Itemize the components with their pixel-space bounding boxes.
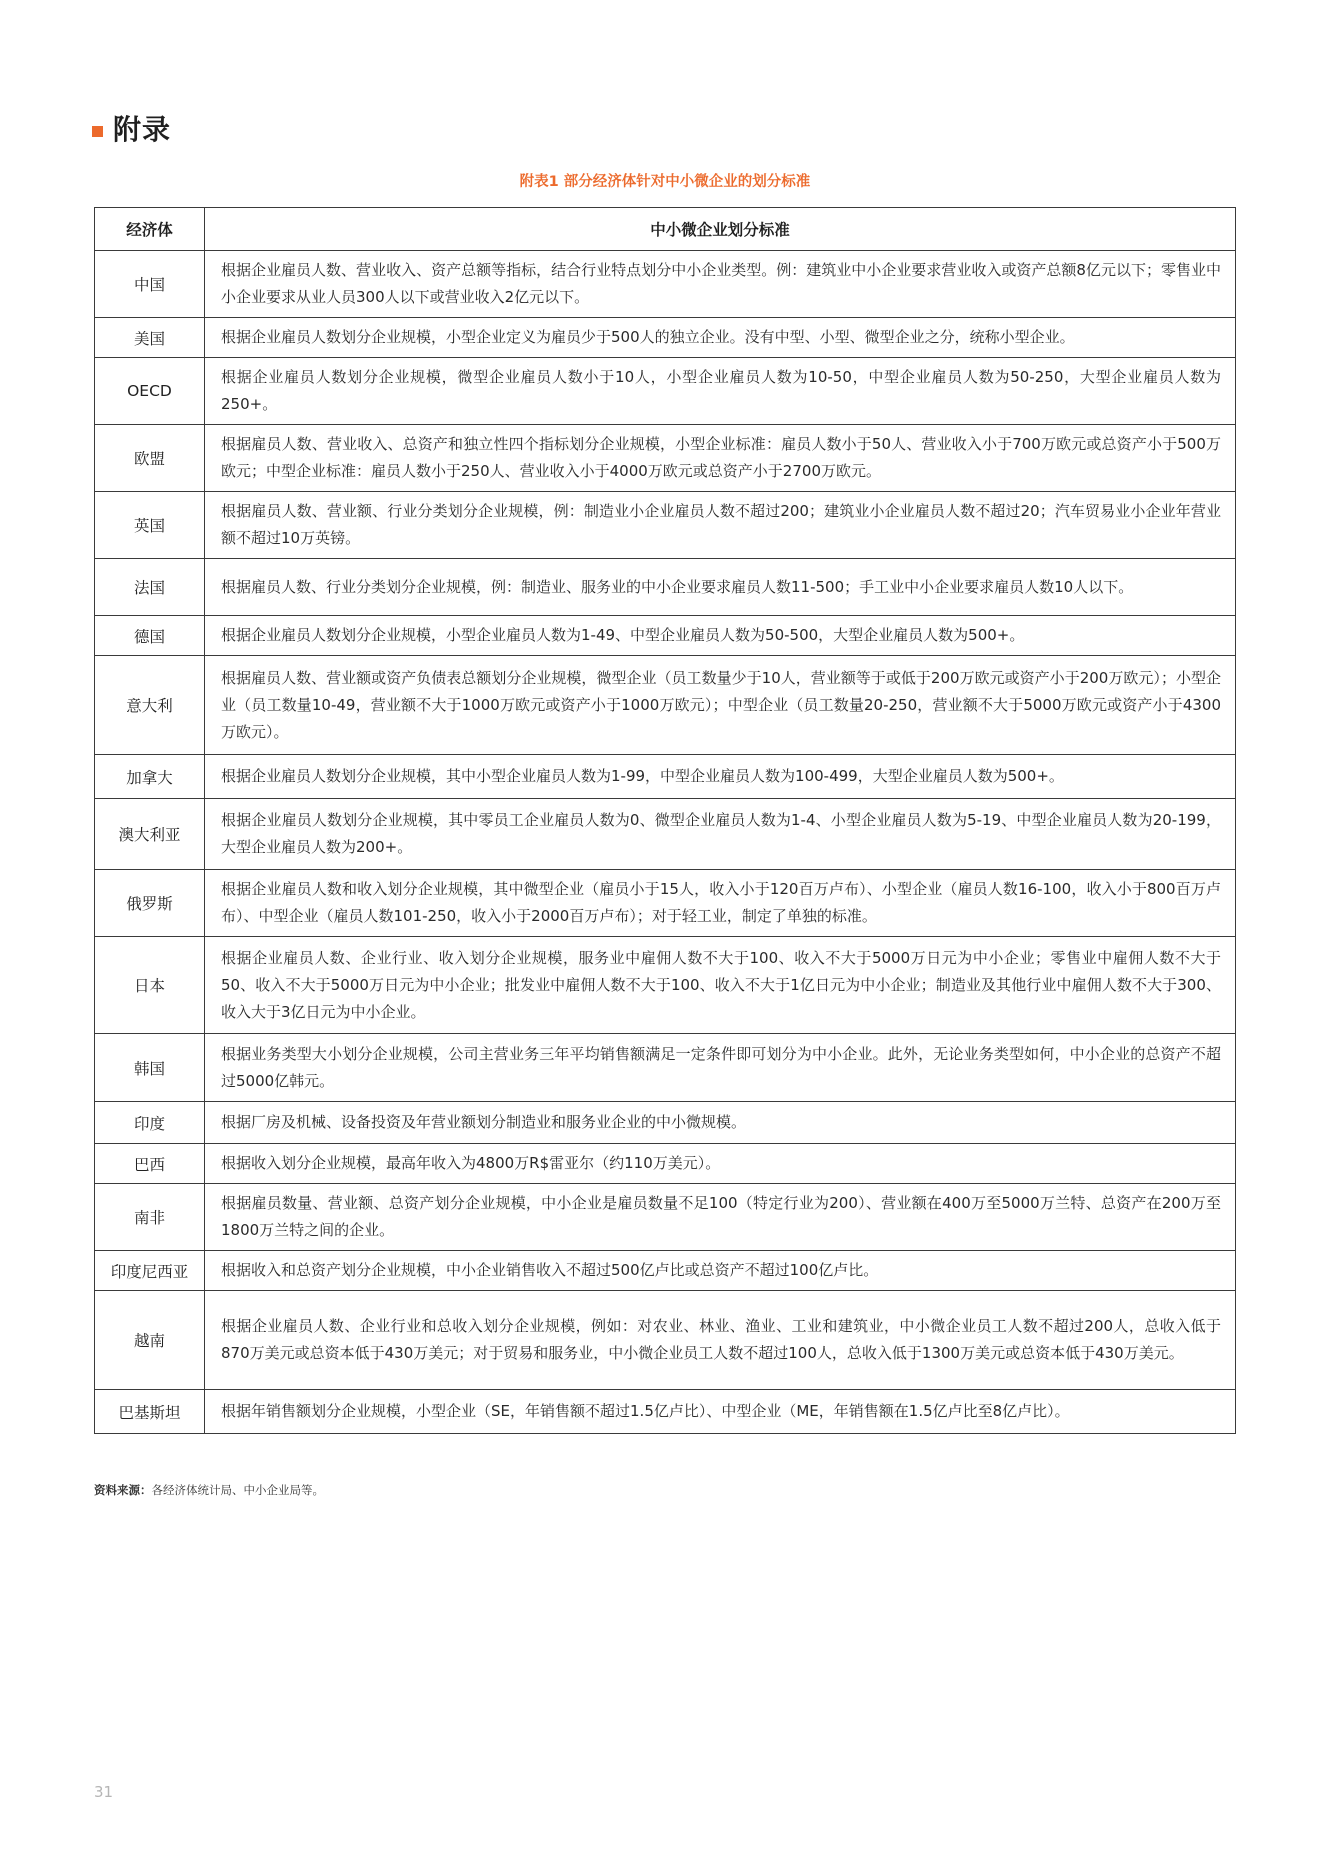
economy-cell: 巴西 bbox=[95, 1144, 205, 1184]
economy-cell: 印度尼西亚 bbox=[95, 1251, 205, 1291]
table-row bbox=[95, 251, 1236, 318]
section-marker-square bbox=[92, 126, 103, 137]
standard-cell: 根据雇员人数、行业分类划分企业规模，例：制造业、服务业的中小企业要求雇员人数11-500；手工业中小企业要求雇员人数10人以下。 bbox=[205, 559, 1236, 616]
standard-cell: 根据雇员人数、营业额或资产负债表总额划分企业规模，微型企业（员工数量少于10人，营业额等于或低于200万欧元或资产小于200万欧元）；小型企业（员工数量10-49，营业额不大于1000万欧元或资产小于1000万欧元）；中型企业（员工数量20-250，营业额不大于5000万欧元或资产小于4300万欧元）。 bbox=[205, 656, 1236, 755]
economy-cell: 俄罗斯 bbox=[95, 870, 205, 937]
standard-cell: 根据业务类型大小划分企业规模，公司主营业务三年平均销售额满足一定条件即可划分为中小企业。此外，无论业务类型如何，中小企业的总资产不超过5000亿韩元。 bbox=[205, 1034, 1236, 1102]
table-row bbox=[95, 1102, 1236, 1144]
source-note bbox=[94, 1482, 324, 1498]
table-caption: 附表1 部分经济体针对中小微企业的划分标准 bbox=[519, 174, 811, 190]
economy-cell: 意大利 bbox=[95, 656, 205, 755]
standard-cell: 根据厂房及机械、设备投资及年营业额划分制造业和服务业企业的中小微规模。 bbox=[205, 1102, 1236, 1144]
standard-cell: 根据企业雇员人数划分企业规模，小型企业定义为雇员少于500人的独立企业。没有中型、小型、微型企业之分，统称小型企业。 bbox=[205, 318, 1236, 358]
table-row bbox=[95, 755, 1236, 799]
table-row bbox=[95, 937, 1236, 1034]
table-row bbox=[95, 1251, 1236, 1291]
section-title: 附录 bbox=[113, 113, 172, 146]
table-row bbox=[95, 870, 1236, 937]
economy-cell: 法国 bbox=[95, 559, 205, 616]
standard-cell: 根据收入划分企业规模，最高年收入为4800万R$雷亚尔（约110万美元）。 bbox=[205, 1144, 1236, 1184]
standard-cell: 根据企业雇员人数划分企业规模，微型企业雇员人数小于10人，小型企业雇员人数为10-50，中型企业雇员人数为50-250，大型企业雇员人数为250+。 bbox=[205, 358, 1236, 425]
standard-cell: 根据年销售额划分企业规模，小型企业（SE，年销售额不超过1.5亿卢比）、中型企业（ME，年销售额在1.5亿卢比至8亿卢比）。 bbox=[205, 1390, 1236, 1434]
standard-cell: 根据企业雇员人数、营业收入、资产总额等指标，结合行业特点划分中小企业类型。例：建筑业中小企业要求营业收入或资产总额8亿元以下；零售业中小企业要求从业人员300人以下或营业收入2亿元以下。 bbox=[205, 251, 1236, 318]
economy-cell: 德国 bbox=[95, 616, 205, 656]
economy-cell: 英国 bbox=[95, 492, 205, 559]
column-header-standard: 中小微企业划分标准 bbox=[205, 208, 1236, 251]
sme-standards-table bbox=[94, 207, 1236, 1434]
table-row bbox=[95, 492, 1236, 559]
standard-cell: 根据企业雇员人数划分企业规模，小型企业雇员人数为1-49、中型企业雇员人数为50-500，大型企业雇员人数为500+。 bbox=[205, 616, 1236, 656]
table-row bbox=[95, 656, 1236, 755]
standard-cell: 根据企业雇员人数划分企业规模，其中零员工企业雇员人数为0、微型企业雇员人数为1-4、小型企业雇员人数为5-19、中型企业雇员人数为20-199，大型企业雇员人数为200+。 bbox=[205, 799, 1236, 870]
standard-cell: 根据企业雇员人数、企业行业、收入划分企业规模，服务业中雇佣人数不大于100、收入不大于5000万日元为中小企业；零售业中雇佣人数不大于50、收入不大于5000万日元为中小企业；批发业中雇佣人数不大于100、收入不大于1亿日元为中小企业；制造业及其他行业中雇佣人数不大于300、收入大于3亿日元为中小企业。 bbox=[205, 937, 1236, 1034]
economy-cell: 韩国 bbox=[95, 1034, 205, 1102]
column-header-economy: 经济体 bbox=[95, 208, 205, 251]
standard-cell: 根据企业雇员人数、企业行业和总收入划分企业规模，例如：对农业、林业、渔业、工业和建筑业，中小微企业员工人数不超过200人，总收入低于870万美元或总资本低于430万美元；对于贸易和服务业，中小微企业员工人数不超过100人，总收入低于1300万美元或总资本低于430万美元。 bbox=[205, 1291, 1236, 1390]
standard-cell: 根据雇员数量、营业额、总资产划分企业规模，中小企业是雇员数量不足100（特定行业为200）、营业额在400万至5000万兰特、总资产在200万至1800万兰特之间的企业。 bbox=[205, 1184, 1236, 1251]
standard-cell: 根据收入和总资产划分企业规模，中小企业销售收入不超过500亿卢比或总资产不超过100亿卢比。 bbox=[205, 1251, 1236, 1291]
standard-cell: 根据雇员人数、营业额、行业分类划分企业规模，例：制造业小企业雇员人数不超过200；建筑业小企业雇员人数不超过20；汽车贸易业小企业年营业额不超过10万英镑。 bbox=[205, 492, 1236, 559]
table-row bbox=[95, 358, 1236, 425]
economy-cell: 中国 bbox=[95, 251, 205, 318]
table-row bbox=[95, 1390, 1236, 1434]
page-number: 31 bbox=[94, 1783, 114, 1801]
standard-cell: 根据企业雇员人数和收入划分企业规模，其中微型企业（雇员小于15人，收入小于120百万卢布）、小型企业（雇员人数16-100，收入小于800百万卢布）、中型企业（雇员人数101-250，收入小于2000百万卢布）；对于轻工业，制定了单独的标准。 bbox=[205, 870, 1236, 937]
source-label: 资料来源： bbox=[94, 1483, 152, 1497]
source-text: 各经济体统计局、中小企业局等。 bbox=[151, 1483, 324, 1497]
standard-cell: 根据企业雇员人数划分企业规模，其中小型企业雇员人数为1-99，中型企业雇员人数为100-499，大型企业雇员人数为500+。 bbox=[205, 755, 1236, 799]
table-row bbox=[95, 799, 1236, 870]
economy-cell: 越南 bbox=[95, 1291, 205, 1390]
table-row bbox=[95, 1144, 1236, 1184]
table-row bbox=[95, 425, 1236, 492]
table-header-row bbox=[95, 208, 1236, 251]
economy-cell: 美国 bbox=[95, 318, 205, 358]
economy-cell: 加拿大 bbox=[95, 755, 205, 799]
table-row bbox=[95, 559, 1236, 616]
table-row bbox=[95, 318, 1236, 358]
economy-cell: OECD bbox=[95, 358, 205, 425]
section-heading bbox=[92, 108, 171, 148]
economy-cell: 澳大利亚 bbox=[95, 799, 205, 870]
economy-cell: 欧盟 bbox=[95, 425, 205, 492]
table-row bbox=[95, 1034, 1236, 1102]
table-row bbox=[95, 1184, 1236, 1251]
economy-cell: 印度 bbox=[95, 1102, 205, 1144]
economy-cell: 南非 bbox=[95, 1184, 205, 1251]
standard-cell: 根据雇员人数、营业收入、总资产和独立性四个指标划分企业规模，小型企业标准：雇员人数小于50人、营业收入小于700万欧元或总资产小于500万欧元；中型企业标准：雇员人数小于250人、营业收入小于4000万欧元或总资产小于2700万欧元。 bbox=[205, 425, 1236, 492]
economy-cell: 日本 bbox=[95, 937, 205, 1034]
table-row bbox=[95, 616, 1236, 656]
economy-cell: 巴基斯坦 bbox=[95, 1390, 205, 1434]
table-row bbox=[95, 1291, 1236, 1390]
